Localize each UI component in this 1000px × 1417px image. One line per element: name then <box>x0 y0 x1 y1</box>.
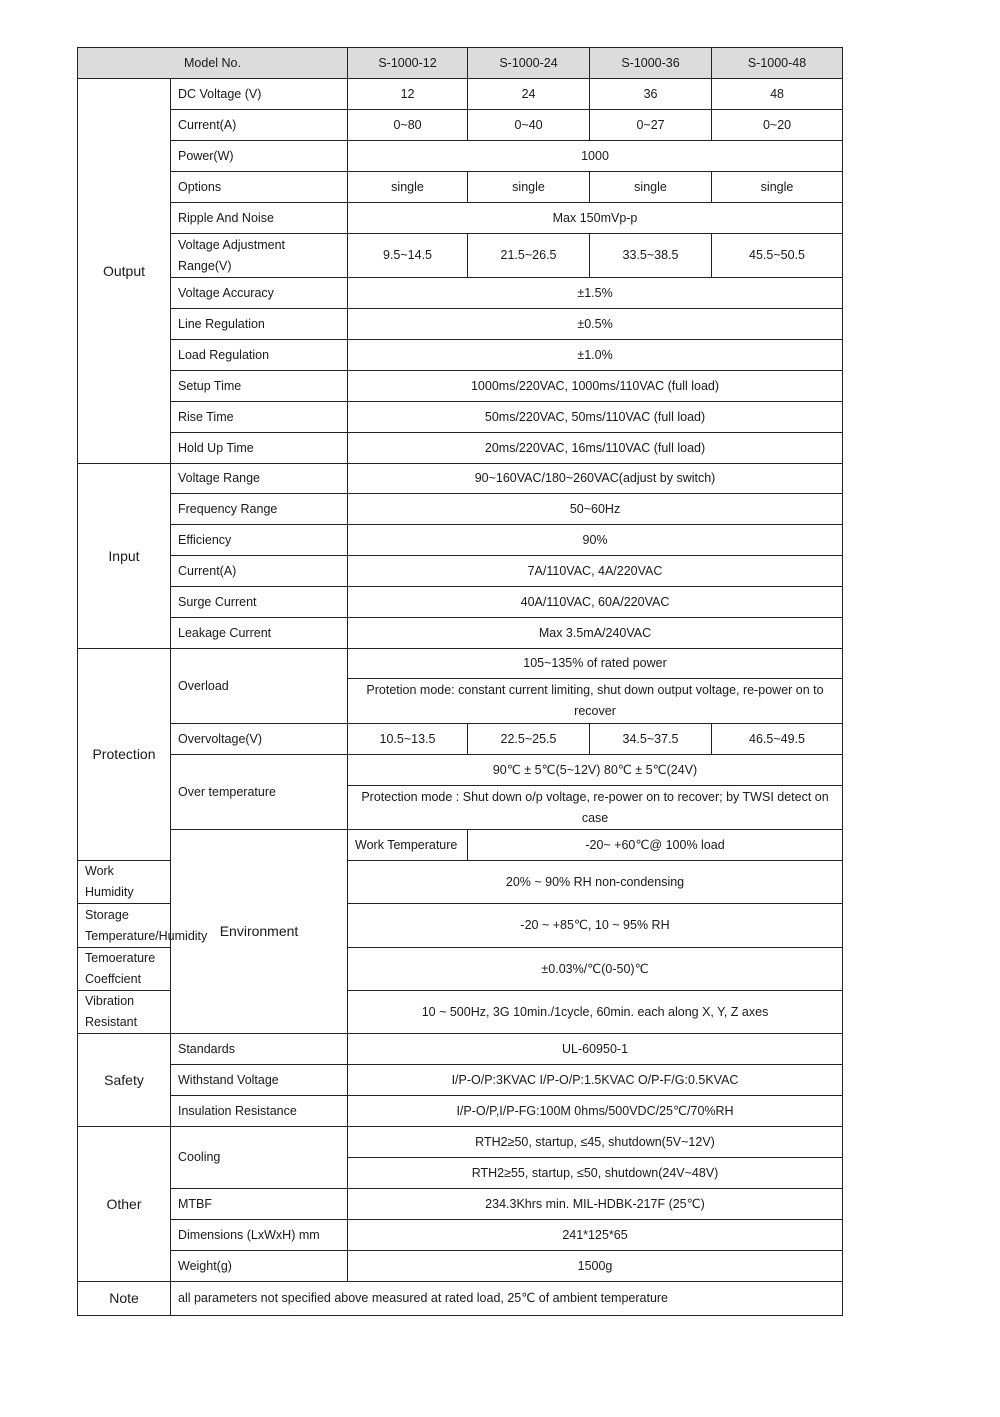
category-other: Other <box>78 1127 171 1282</box>
value-cell: RTH2≥55, startup, ≤50, shutdown(24V~48V) <box>348 1158 843 1189</box>
value-cell: Max 150mVp-p <box>348 203 843 234</box>
param-label: Work Humidity <box>78 861 171 904</box>
value-cell: 0~20 <box>712 110 843 141</box>
param-label: MTBF <box>171 1189 348 1220</box>
note-text: all parameters not specified above measured at rated load, 25℃ of ambient temperature <box>171 1282 843 1316</box>
param-label: Weight(g) <box>171 1251 348 1282</box>
table-row <box>78 494 843 525</box>
value-cell: 234.3Khrs min. MIL-HDBK-217F (25℃) <box>348 1189 843 1220</box>
value-cell: 36 <box>590 79 712 110</box>
value-cell: 1500g <box>348 1251 843 1282</box>
table-row <box>78 464 843 494</box>
value-cell: 9.5~14.5 <box>348 234 468 278</box>
model-cell: S-1000-12 <box>348 48 468 79</box>
value-cell: 241*125*65 <box>348 1220 843 1251</box>
param-label: Work Temperature <box>348 830 468 861</box>
param-label: Current(A) <box>171 556 348 587</box>
value-cell: Protection mode : Shut down o/p voltage, re-power on to recover; by TWSI detect on case <box>348 786 843 830</box>
model-no-label: Model No. <box>78 48 348 79</box>
value-cell: I/P-O/P:3KVAC I/P-O/P:1.5KVAC O/P-F/G:0.5KVAC <box>348 1065 843 1096</box>
value-cell: 21.5~26.5 <box>468 234 590 278</box>
value-cell: UL-60950-1 <box>348 1034 843 1065</box>
table-row <box>78 649 843 679</box>
value-cell: single <box>348 172 468 203</box>
category-safety: Safety <box>78 1034 171 1127</box>
param-label: Overload <box>171 649 348 724</box>
value-cell: 34.5~37.5 <box>590 724 712 755</box>
param-label: Insulation Resistance <box>171 1096 348 1127</box>
value-cell: 7A/110VAC, 4A/220VAC <box>348 556 843 587</box>
value-cell: 50~60Hz <box>348 494 843 525</box>
table-row <box>78 203 843 234</box>
table-row <box>78 556 843 587</box>
table-row <box>78 830 843 861</box>
table-row <box>78 1251 843 1282</box>
table-row <box>78 433 843 464</box>
table-row <box>78 587 843 618</box>
param-label: Overvoltage(V) <box>171 724 348 755</box>
value-cell: 33.5~38.5 <box>590 234 712 278</box>
table-row <box>78 234 843 278</box>
value-cell: single <box>590 172 712 203</box>
header-row <box>78 48 843 79</box>
table-row <box>78 618 843 649</box>
value-cell: 50ms/220VAC, 50ms/110VAC (full load) <box>348 402 843 433</box>
value-cell: -20~ +60℃@ 100% load <box>468 830 843 861</box>
table-row <box>78 1220 843 1251</box>
param-label: Ripple And Noise <box>171 203 348 234</box>
param-label: Dimensions (LxWxH) mm <box>171 1220 348 1251</box>
value-cell: single <box>468 172 590 203</box>
value-cell: ±0.03%/℃(0-50)℃ <box>348 948 843 991</box>
value-cell: 105~135% of rated power <box>348 649 843 679</box>
category-note: Note <box>78 1282 171 1316</box>
value-cell: ±1.0% <box>348 340 843 371</box>
model-cell: S-1000-24 <box>468 48 590 79</box>
value-cell: 20ms/220VAC, 16ms/110VAC (full load) <box>348 433 843 464</box>
value-cell: 46.5~49.5 <box>712 724 843 755</box>
value-cell: 45.5~50.5 <box>712 234 843 278</box>
value-cell: single <box>712 172 843 203</box>
table-row <box>78 79 843 110</box>
value-cell: 10.5~13.5 <box>348 724 468 755</box>
param-label: Setup Time <box>171 371 348 402</box>
category-protection: Protection <box>78 649 171 861</box>
param-label: Vibration Resistant <box>78 991 171 1034</box>
param-label: Voltage Range <box>171 464 348 494</box>
value-cell: Protetion mode: constant current limiting, shut down output voltage, re-power on to recover <box>348 679 843 724</box>
value-cell: 90~160VAC/180~260VAC(adjust by switch) <box>348 464 843 494</box>
table-row <box>78 1065 843 1096</box>
param-label: Standards <box>171 1034 348 1065</box>
category-output: Output <box>78 79 171 464</box>
value-cell: ±1.5% <box>348 278 843 309</box>
value-cell: -20 ~ +85℃, 10 ~ 95% RH <box>348 904 843 948</box>
value-cell: 1000ms/220VAC, 1000ms/110VAC (full load) <box>348 371 843 402</box>
category-environment: Environment <box>171 830 348 1034</box>
table-row <box>78 172 843 203</box>
table-row <box>78 1127 843 1158</box>
value-cell: I/P-O/P,I/P-FG:100M 0hms/500VDC/25℃/70%RH <box>348 1096 843 1127</box>
model-cell: S-1000-36 <box>590 48 712 79</box>
value-cell: 90% <box>348 525 843 556</box>
model-cell: S-1000-48 <box>712 48 843 79</box>
param-label: Rise Time <box>171 402 348 433</box>
value-cell: Max 3.5mA/240VAC <box>348 618 843 649</box>
param-label: Temoerature Coeffcient <box>78 948 171 991</box>
value-cell: 24 <box>468 79 590 110</box>
value-cell: 48 <box>712 79 843 110</box>
param-label: DC Voltage (V) <box>171 79 348 110</box>
value-cell: 1000 <box>348 141 843 172</box>
param-label: Efficiency <box>171 525 348 556</box>
param-label: Voltage Accuracy <box>171 278 348 309</box>
table-row <box>78 110 843 141</box>
category-input: Input <box>78 464 171 649</box>
table-row <box>78 309 843 340</box>
value-cell: 0~27 <box>590 110 712 141</box>
param-label: Load Regulation <box>171 340 348 371</box>
param-label: Surge Current <box>171 587 348 618</box>
table-row <box>78 525 843 556</box>
table-row <box>78 1282 843 1316</box>
param-label: Frequency Range <box>171 494 348 525</box>
table-row <box>78 402 843 433</box>
table-row <box>78 755 843 786</box>
table-row <box>78 724 843 755</box>
spec-table <box>77 47 843 1316</box>
value-cell: ±0.5% <box>348 309 843 340</box>
value-cell: 0~80 <box>348 110 468 141</box>
value-cell: 40A/110VAC, 60A/220VAC <box>348 587 843 618</box>
table-row <box>78 371 843 402</box>
value-cell: 20% ~ 90% RH non-condensing <box>348 861 843 904</box>
param-label: Leakage Current <box>171 618 348 649</box>
value-cell: RTH2≥50, startup, ≤45, shutdown(5V~12V) <box>348 1127 843 1158</box>
param-label: Storage Temperature/Humidity <box>78 904 171 948</box>
param-label: Over temperature <box>171 755 348 830</box>
param-label: Withstand Voltage <box>171 1065 348 1096</box>
param-label: Current(A) <box>171 110 348 141</box>
table-row <box>78 1034 843 1065</box>
value-cell: 12 <box>348 79 468 110</box>
table-row <box>78 340 843 371</box>
table-row <box>78 141 843 172</box>
param-label: Cooling <box>171 1127 348 1189</box>
table-row <box>78 1096 843 1127</box>
value-cell: 22.5~25.5 <box>468 724 590 755</box>
value-cell: 10 ~ 500Hz, 3G 10min./1cycle, 60min. each along X, Y, Z axes <box>348 991 843 1034</box>
param-label: Options <box>171 172 348 203</box>
table-row <box>78 278 843 309</box>
param-label: Hold Up Time <box>171 433 348 464</box>
value-cell: 90℃ ± 5℃(5~12V) 80℃ ± 5℃(24V) <box>348 755 843 786</box>
param-label: Power(W) <box>171 141 348 172</box>
table-row <box>78 1189 843 1220</box>
param-label: Voltage Adjustment Range(V) <box>171 234 348 278</box>
value-cell: 0~40 <box>468 110 590 141</box>
param-label: Line Regulation <box>171 309 348 340</box>
